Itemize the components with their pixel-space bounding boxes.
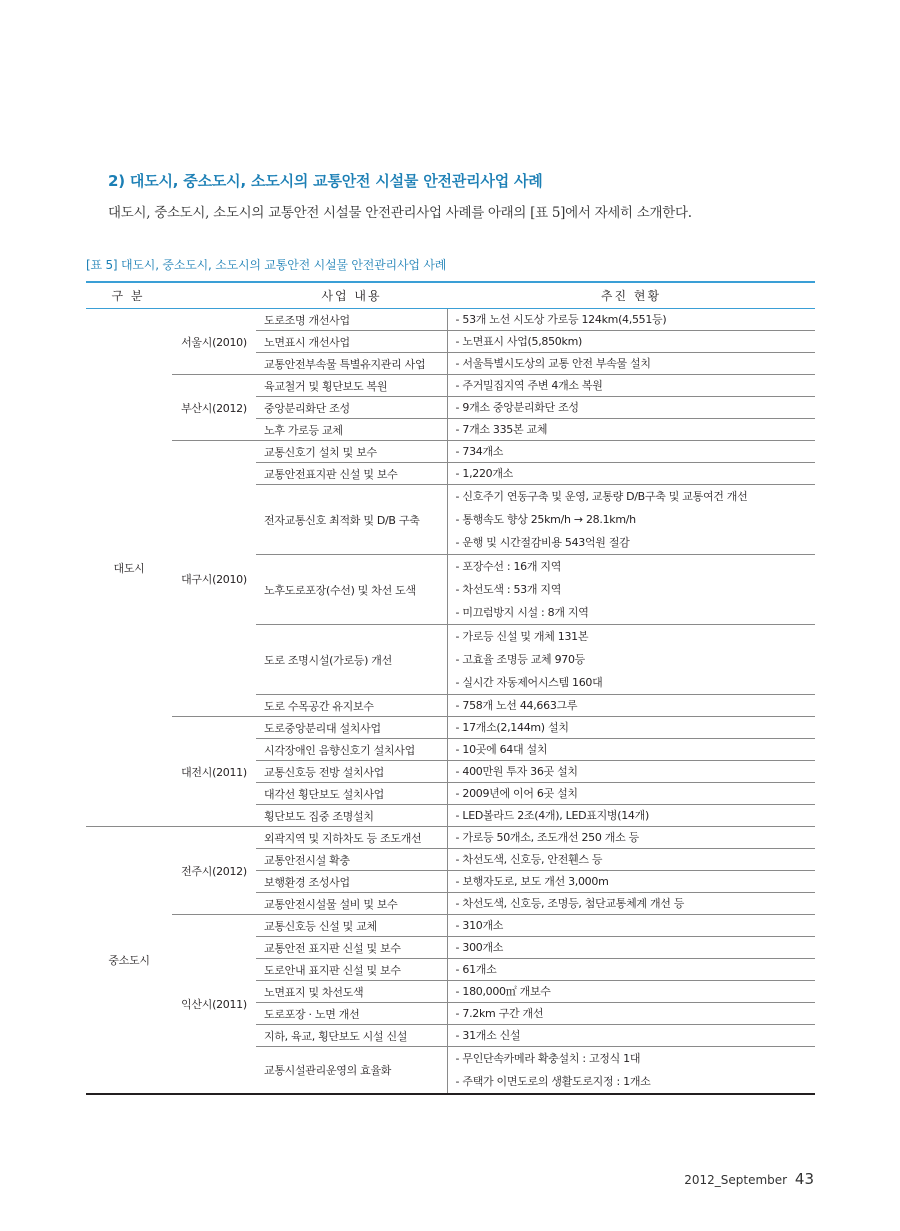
- status-line: - 53개 노선 시도상 가로등 124km(4,551등): [455, 313, 667, 326]
- project-cell: 도로조명 개선사업: [256, 309, 447, 331]
- project-cell: 노면표지 및 차선도색: [256, 981, 447, 1003]
- status-cell: [447, 783, 815, 805]
- status-cell: [447, 981, 815, 1003]
- section-title: 2) 대도시, 중소도시, 소도시의 교통안전 시설물 안전관리사업 사례: [108, 172, 543, 190]
- status-line: - 차선도색, 신호등, 안전휀스 등: [455, 853, 603, 866]
- status-line: - 17개소(2,144m) 설치: [455, 721, 569, 734]
- table-row: [86, 441, 815, 463]
- status-cell: [447, 463, 815, 485]
- table-caption: [표 5] 대도시, 중소도시, 소도시의 교통안전 시설물 안전관리사업 사례: [86, 258, 447, 272]
- issue-label: 2012_September: [684, 1173, 788, 1187]
- status-cell: [447, 331, 815, 353]
- status-line: - 가로등 50개소, 조도개선 250 개소 등: [455, 831, 639, 844]
- city-cell: 서울시(2010): [172, 309, 256, 375]
- status-line: - 무인단속카메라 확충설치 : 고정식 1대: [455, 1052, 641, 1065]
- header-category: 구 분: [86, 282, 256, 309]
- status-line: - 300개소: [455, 941, 504, 954]
- status-line: - 보행자도로, 보도 개선 3,000m: [455, 875, 609, 888]
- status-line: - 1,220개소: [455, 467, 514, 480]
- table-row: [86, 915, 815, 937]
- status-line: - 2009년에 이어 6곳 설치: [455, 787, 578, 800]
- table-header-row: [86, 282, 815, 309]
- project-cell: 횡단보도 집중 조명설치: [256, 805, 447, 827]
- status-line: - 포장수선 : 16개 지역: [455, 560, 562, 573]
- table-row: [86, 827, 815, 849]
- project-cell: 교통신호등 전방 설치사업: [256, 761, 447, 783]
- project-cell: 시각장애인 음향신호기 설치사업: [256, 739, 447, 761]
- status-line: - LED볼라드 2조(4개), LED표지병(14개): [455, 809, 649, 822]
- project-cell: 지하, 육교, 횡단보도 시설 신설: [256, 1025, 447, 1047]
- table-row: [86, 375, 815, 397]
- status-line: - 61개소: [455, 963, 497, 976]
- project-cell: 보행환경 조성사업: [256, 871, 447, 893]
- project-cell: 노면표시 개선사업: [256, 331, 447, 353]
- status-line: - 고효율 조명등 교체 970등: [455, 653, 585, 666]
- project-cell: 교통안전시설 확충: [256, 849, 447, 871]
- project-cell: 도로 수목공간 유지보수: [256, 695, 447, 717]
- city-cell: 부산시(2012): [172, 375, 256, 441]
- status-line: - 통행속도 향상 25km/h → 28.1km/h: [455, 513, 636, 526]
- status-cell: [447, 1003, 815, 1025]
- status-line: - 31개소 신설: [455, 1029, 521, 1042]
- status-line: - 운행 및 시간절감비용 543억원 절감: [455, 536, 630, 549]
- status-line: - 차선도색, 신호등, 조명등, 첨단교통체계 개선 등: [455, 897, 685, 910]
- status-cell: [447, 353, 815, 375]
- status-cell: [447, 1025, 815, 1047]
- status-cell: [447, 849, 815, 871]
- status-cell: [447, 441, 815, 463]
- status-line: - 734개소: [455, 445, 504, 458]
- table-row: [86, 309, 815, 331]
- city-cell: 대전시(2011): [172, 717, 256, 827]
- status-line: - 9개소 중앙분리화단 조성: [455, 401, 579, 414]
- status-cell: [447, 625, 815, 695]
- status-cell: [447, 915, 815, 937]
- section-intro: 대도시, 중소도시, 소도시의 교통안전 시설물 안전관리사업 사례를 아래의 [표 5]에서 자세히 소개한다.: [108, 205, 692, 221]
- project-cell: 도로안내 표지판 신설 및 보수: [256, 959, 447, 981]
- project-cell: 교통신호기 설치 및 보수: [256, 441, 447, 463]
- header-project: 사업 내용: [256, 282, 447, 309]
- status-cell: [447, 761, 815, 783]
- project-cell: 도로포장 · 노면 개선: [256, 1003, 447, 1025]
- status-cell: [447, 959, 815, 981]
- status-cell: [447, 419, 815, 441]
- region-cell: 대도시: [86, 309, 172, 827]
- status-line: - 미끄럼방지 시설 : 8개 지역: [455, 606, 589, 619]
- table-body: [86, 309, 815, 1095]
- status-line: - 주거밀집지역 주변 4개소 복원: [455, 379, 603, 392]
- status-line: - 400만원 투자 36곳 설치: [455, 765, 578, 778]
- status-cell: [447, 485, 815, 555]
- status-line: - 180,000㎡ 개보수: [455, 985, 551, 998]
- safety-projects-table: [86, 281, 815, 1095]
- status-line: - 가로등 신설 및 개체 131본: [455, 630, 589, 643]
- status-line: - 실시간 자동제어시스템 160대: [455, 676, 603, 689]
- status-cell: [447, 739, 815, 761]
- status-cell: [447, 717, 815, 739]
- status-cell: [447, 1047, 815, 1095]
- status-cell: [447, 805, 815, 827]
- status-cell: [447, 893, 815, 915]
- project-cell: 교통안전부속물 특별유지관리 사업: [256, 353, 447, 375]
- project-cell: 육교철거 및 횡단보도 복원: [256, 375, 447, 397]
- status-line: - 7.2km 구간 개선: [455, 1007, 544, 1020]
- status-cell: [447, 871, 815, 893]
- project-cell: 노후도로포장(수선) 및 차선 도색: [256, 555, 447, 625]
- status-line: - 노면표시 사업(5,850km): [455, 335, 582, 348]
- status-cell: [447, 937, 815, 959]
- status-line: - 주택가 이면도로의 생활도로지정 : 1개소: [455, 1075, 651, 1088]
- project-cell: 도로중앙분리대 설치사업: [256, 717, 447, 739]
- project-cell: 교통안전 표지판 신설 및 보수: [256, 937, 447, 959]
- status-line: - 10곳에 64대 설치: [455, 743, 548, 756]
- project-cell: 교통시설관리운영의 효율화: [256, 1047, 447, 1095]
- project-cell: 교통안전시설물 설비 및 보수: [256, 893, 447, 915]
- status-line: - 차선도색 : 53개 지역: [455, 583, 562, 596]
- header-status: 추진 현황: [447, 282, 815, 309]
- project-cell: 교통안전표지판 신설 및 보수: [256, 463, 447, 485]
- table-row: [86, 717, 815, 739]
- city-cell: 대구시(2010): [172, 441, 256, 717]
- region-cell: 중소도시: [86, 827, 172, 1095]
- status-cell: [447, 827, 815, 849]
- city-cell: 익산시(2011): [172, 915, 256, 1095]
- status-cell: [447, 397, 815, 419]
- project-cell: 중앙분리화단 조성: [256, 397, 447, 419]
- page-footer: [684, 1170, 814, 1188]
- status-cell: [447, 375, 815, 397]
- status-line: - 신호주기 연동구축 및 운영, 교통량 D/B구축 및 교통여건 개선: [455, 490, 748, 503]
- project-cell: 대각선 횡단보도 설치사업: [256, 783, 447, 805]
- status-line: - 758개 노선 44,663그루: [455, 699, 578, 712]
- project-cell: 노후 가로등 교체: [256, 419, 447, 441]
- status-cell: [447, 309, 815, 331]
- status-line: - 서울특별시도상의 교통 안전 부속물 설치: [455, 357, 651, 370]
- project-cell: 외곽지역 및 지하차도 등 조도개선: [256, 827, 447, 849]
- page-number: 43: [794, 1170, 814, 1188]
- city-cell: 전주시(2012): [172, 827, 256, 915]
- status-line: - 310개소: [455, 919, 504, 932]
- project-cell: 전자교통신호 최적화 및 D/B 구축: [256, 485, 447, 555]
- status-line: - 7개소 335본 교체: [455, 423, 548, 436]
- project-cell: 도로 조명시설(가로등) 개선: [256, 625, 447, 695]
- status-cell: [447, 555, 815, 625]
- project-cell: 교통신호등 신설 및 교체: [256, 915, 447, 937]
- status-cell: [447, 695, 815, 717]
